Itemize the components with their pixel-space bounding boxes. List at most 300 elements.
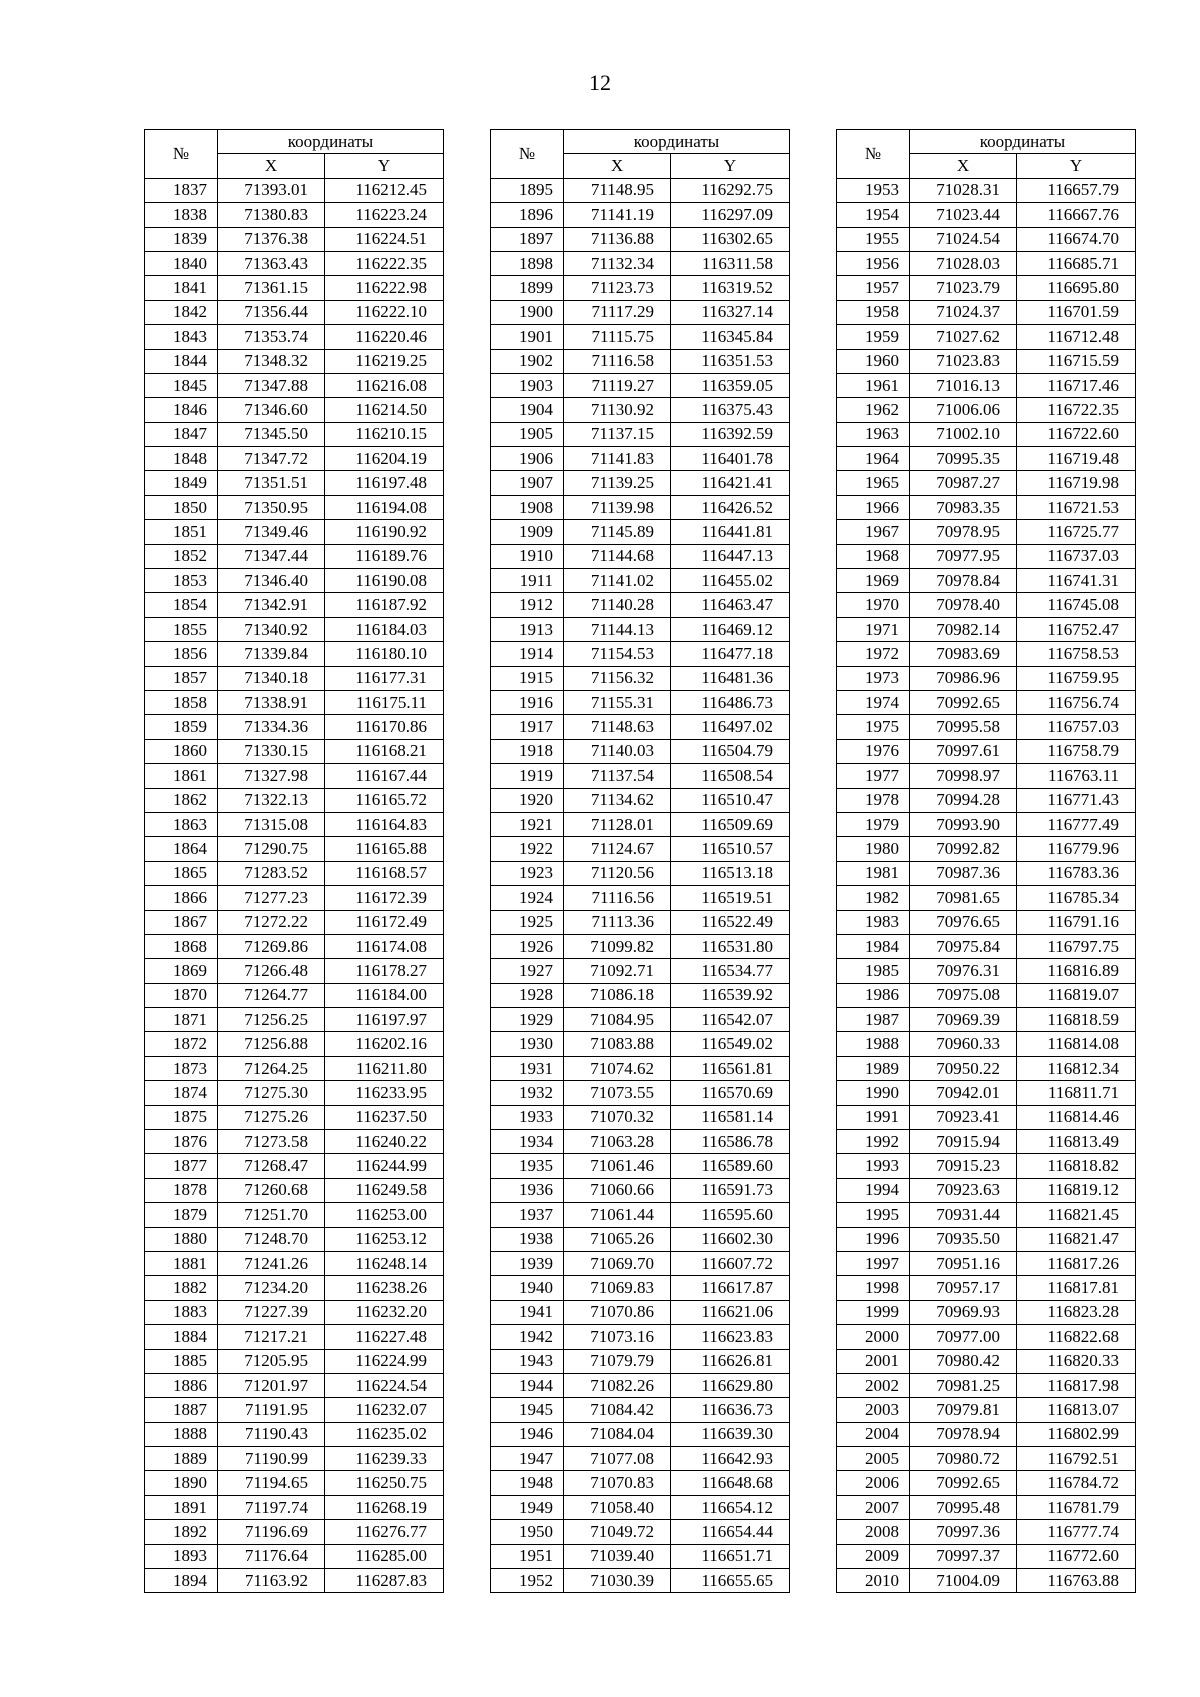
y-coordinate: 116814.46 bbox=[1017, 1105, 1136, 1129]
table-row bbox=[145, 837, 444, 861]
table-row bbox=[491, 1447, 790, 1471]
table-row bbox=[491, 1373, 790, 1397]
table-row bbox=[145, 1276, 444, 1300]
table-row bbox=[837, 569, 1136, 593]
y-coordinate: 116715.59 bbox=[1017, 349, 1136, 373]
x-coordinate: 71132.34 bbox=[564, 251, 671, 275]
table-row bbox=[145, 1130, 444, 1154]
table-row bbox=[491, 276, 790, 300]
point-number: 1917 bbox=[491, 715, 564, 739]
point-number: 1929 bbox=[491, 1008, 564, 1032]
table-row bbox=[145, 1569, 444, 1593]
table-row bbox=[837, 1276, 1136, 1300]
y-coordinate: 116607.72 bbox=[671, 1251, 790, 1275]
y-coordinate: 116486.73 bbox=[671, 690, 790, 714]
point-number: 1993 bbox=[837, 1154, 910, 1178]
y-coordinate: 116777.49 bbox=[1017, 812, 1136, 836]
table-row bbox=[491, 617, 790, 641]
point-number: 1988 bbox=[837, 1032, 910, 1056]
point-number: 1954 bbox=[837, 203, 910, 227]
x-coordinate: 70951.16 bbox=[910, 1251, 1017, 1275]
x-coordinate: 71084.04 bbox=[564, 1422, 671, 1446]
point-number: 1926 bbox=[491, 934, 564, 958]
table-row bbox=[145, 1105, 444, 1129]
point-number: 1844 bbox=[145, 349, 218, 373]
point-number: 1865 bbox=[145, 861, 218, 885]
point-number: 1902 bbox=[491, 349, 564, 373]
point-number: 1961 bbox=[837, 373, 910, 397]
y-coordinate: 116797.75 bbox=[1017, 934, 1136, 958]
point-number: 1889 bbox=[145, 1447, 218, 1471]
x-coordinate: 71130.92 bbox=[564, 398, 671, 422]
point-number: 1866 bbox=[145, 886, 218, 910]
x-coordinate: 70987.36 bbox=[910, 861, 1017, 885]
point-number: 1934 bbox=[491, 1130, 564, 1154]
x-coordinate: 70980.72 bbox=[910, 1447, 1017, 1471]
table-row bbox=[837, 910, 1136, 934]
y-coordinate: 116819.07 bbox=[1017, 983, 1136, 1007]
point-number: 1963 bbox=[837, 422, 910, 446]
point-number: 1910 bbox=[491, 544, 564, 568]
y-coordinate: 116178.27 bbox=[325, 959, 444, 983]
y-coordinate: 116223.24 bbox=[325, 203, 444, 227]
y-coordinate: 116722.35 bbox=[1017, 398, 1136, 422]
y-coordinate: 116211.80 bbox=[325, 1056, 444, 1080]
x-coordinate: 71023.44 bbox=[910, 203, 1017, 227]
y-coordinate: 116235.02 bbox=[325, 1422, 444, 1446]
table-row bbox=[145, 1398, 444, 1422]
table-row bbox=[491, 739, 790, 763]
y-coordinate: 116561.81 bbox=[671, 1056, 790, 1080]
table-row bbox=[837, 1373, 1136, 1397]
table-row bbox=[491, 1349, 790, 1373]
y-coordinate: 116756.74 bbox=[1017, 690, 1136, 714]
point-number: 2004 bbox=[837, 1422, 910, 1446]
point-number: 1884 bbox=[145, 1325, 218, 1349]
point-number: 1965 bbox=[837, 471, 910, 495]
table-row bbox=[491, 1325, 790, 1349]
x-coordinate: 71342.91 bbox=[218, 593, 325, 617]
x-coordinate: 71148.95 bbox=[564, 178, 671, 202]
point-number: 1943 bbox=[491, 1349, 564, 1373]
x-coordinate: 71084.95 bbox=[564, 1008, 671, 1032]
x-coordinate: 70969.39 bbox=[910, 1008, 1017, 1032]
x-coordinate: 70950.22 bbox=[910, 1056, 1017, 1080]
table-row bbox=[837, 715, 1136, 739]
x-coordinate: 71260.68 bbox=[218, 1178, 325, 1202]
y-coordinate: 116791.16 bbox=[1017, 910, 1136, 934]
table-row bbox=[491, 1276, 790, 1300]
x-coordinate: 71140.03 bbox=[564, 739, 671, 763]
point-number: 1914 bbox=[491, 642, 564, 666]
x-coordinate: 70957.17 bbox=[910, 1276, 1017, 1300]
y-coordinate: 116227.48 bbox=[325, 1325, 444, 1349]
point-number: 1852 bbox=[145, 544, 218, 568]
point-number: 1996 bbox=[837, 1227, 910, 1251]
table-row bbox=[145, 1373, 444, 1397]
x-coordinate: 71113.36 bbox=[564, 910, 671, 934]
table-row bbox=[145, 812, 444, 836]
table-row bbox=[491, 1251, 790, 1275]
y-coordinate: 116758.53 bbox=[1017, 642, 1136, 666]
y-coordinate: 116802.99 bbox=[1017, 1422, 1136, 1446]
table-row bbox=[837, 447, 1136, 471]
table-row bbox=[145, 1251, 444, 1275]
y-coordinate: 116617.87 bbox=[671, 1276, 790, 1300]
table-row bbox=[491, 1203, 790, 1227]
point-number: 1879 bbox=[145, 1203, 218, 1227]
point-number: 1972 bbox=[837, 642, 910, 666]
point-number: 2000 bbox=[837, 1325, 910, 1349]
point-number: 2003 bbox=[837, 1398, 910, 1422]
table-row bbox=[837, 422, 1136, 446]
point-number: 1863 bbox=[145, 812, 218, 836]
x-coordinate: 71023.79 bbox=[910, 276, 1017, 300]
y-coordinate: 116784.72 bbox=[1017, 1471, 1136, 1495]
y-coordinate: 116204.19 bbox=[325, 447, 444, 471]
x-coordinate: 70978.84 bbox=[910, 569, 1017, 593]
table-row bbox=[837, 837, 1136, 861]
x-coordinate: 71346.60 bbox=[218, 398, 325, 422]
point-number: 1898 bbox=[491, 251, 564, 275]
y-coordinate: 116190.92 bbox=[325, 520, 444, 544]
x-coordinate: 71116.56 bbox=[564, 886, 671, 910]
x-coordinate: 71016.13 bbox=[910, 373, 1017, 397]
y-coordinate: 116250.75 bbox=[325, 1471, 444, 1495]
table-row bbox=[145, 1081, 444, 1105]
table-row bbox=[145, 203, 444, 227]
x-coordinate: 71073.55 bbox=[564, 1081, 671, 1105]
table-row bbox=[491, 666, 790, 690]
x-coordinate: 70992.65 bbox=[910, 1471, 1017, 1495]
x-coordinate: 71348.32 bbox=[218, 349, 325, 373]
x-coordinate: 71264.25 bbox=[218, 1056, 325, 1080]
table-row bbox=[837, 1056, 1136, 1080]
table-row bbox=[145, 1544, 444, 1568]
point-number: 1900 bbox=[491, 300, 564, 324]
x-coordinate: 71393.01 bbox=[218, 178, 325, 202]
point-number: 1970 bbox=[837, 593, 910, 617]
table-row bbox=[145, 910, 444, 934]
point-number: 1888 bbox=[145, 1422, 218, 1446]
y-coordinate: 116285.00 bbox=[325, 1544, 444, 1568]
table-row bbox=[837, 1203, 1136, 1227]
x-coordinate: 71190.43 bbox=[218, 1422, 325, 1446]
point-number: 1998 bbox=[837, 1276, 910, 1300]
point-number: 1999 bbox=[837, 1300, 910, 1324]
x-coordinate: 71060.66 bbox=[564, 1178, 671, 1202]
x-coordinate: 70942.01 bbox=[910, 1081, 1017, 1105]
y-coordinate: 116219.25 bbox=[325, 349, 444, 373]
table-row bbox=[491, 1495, 790, 1519]
y-coordinate: 116508.54 bbox=[671, 764, 790, 788]
table-row bbox=[837, 812, 1136, 836]
y-coordinate: 116392.59 bbox=[671, 422, 790, 446]
table-row bbox=[491, 788, 790, 812]
x-coordinate: 71197.74 bbox=[218, 1495, 325, 1519]
table-row bbox=[491, 1300, 790, 1324]
point-number: 1847 bbox=[145, 422, 218, 446]
y-coordinate: 116531.80 bbox=[671, 934, 790, 958]
y-coordinate: 116287.83 bbox=[325, 1569, 444, 1593]
x-coordinate: 71163.92 bbox=[218, 1569, 325, 1593]
point-number: 2009 bbox=[837, 1544, 910, 1568]
y-coordinate: 116327.14 bbox=[671, 300, 790, 324]
point-number: 1991 bbox=[837, 1105, 910, 1129]
y-coordinate: 116311.58 bbox=[671, 251, 790, 275]
x-coordinate: 70976.31 bbox=[910, 959, 1017, 983]
y-coordinate: 116268.19 bbox=[325, 1495, 444, 1519]
point-number: 1994 bbox=[837, 1178, 910, 1202]
point-number: 1966 bbox=[837, 495, 910, 519]
y-coordinate: 116319.52 bbox=[671, 276, 790, 300]
y-coordinate: 116817.81 bbox=[1017, 1276, 1136, 1300]
x-coordinate: 71004.09 bbox=[910, 1569, 1017, 1593]
x-coordinate: 70915.94 bbox=[910, 1130, 1017, 1154]
y-coordinate: 116302.65 bbox=[671, 227, 790, 251]
x-coordinate: 71176.64 bbox=[218, 1544, 325, 1568]
y-coordinate: 116725.77 bbox=[1017, 520, 1136, 544]
coordinates-table-3 bbox=[836, 129, 1136, 1593]
x-coordinate: 70978.95 bbox=[910, 520, 1017, 544]
point-number: 1870 bbox=[145, 983, 218, 1007]
y-coordinate: 116239.33 bbox=[325, 1447, 444, 1471]
table-row bbox=[491, 934, 790, 958]
table-row bbox=[837, 1471, 1136, 1495]
x-coordinate: 70980.42 bbox=[910, 1349, 1017, 1373]
point-number: 1878 bbox=[145, 1178, 218, 1202]
x-coordinate: 71256.88 bbox=[218, 1032, 325, 1056]
x-coordinate: 71069.70 bbox=[564, 1251, 671, 1275]
y-coordinate: 116741.31 bbox=[1017, 569, 1136, 593]
y-coordinate: 116249.58 bbox=[325, 1178, 444, 1202]
point-number: 1955 bbox=[837, 227, 910, 251]
table-row bbox=[837, 1520, 1136, 1544]
x-coordinate: 71217.21 bbox=[218, 1325, 325, 1349]
table-row bbox=[145, 690, 444, 714]
y-coordinate: 116636.73 bbox=[671, 1398, 790, 1422]
table-row bbox=[491, 910, 790, 934]
x-coordinate: 71140.28 bbox=[564, 593, 671, 617]
y-coordinate: 116813.07 bbox=[1017, 1398, 1136, 1422]
table-row bbox=[145, 569, 444, 593]
y-coordinate: 116220.46 bbox=[325, 325, 444, 349]
point-number: 1858 bbox=[145, 690, 218, 714]
point-number: 1868 bbox=[145, 934, 218, 958]
y-coordinate: 116194.08 bbox=[325, 495, 444, 519]
table-row bbox=[145, 471, 444, 495]
point-number: 1853 bbox=[145, 569, 218, 593]
x-coordinate: 70979.81 bbox=[910, 1398, 1017, 1422]
table-row bbox=[145, 959, 444, 983]
point-number: 1894 bbox=[145, 1569, 218, 1593]
y-coordinate: 116534.77 bbox=[671, 959, 790, 983]
point-number: 1905 bbox=[491, 422, 564, 446]
table-row bbox=[491, 422, 790, 446]
table-row bbox=[491, 1569, 790, 1593]
y-coordinate: 116237.50 bbox=[325, 1105, 444, 1129]
y-coordinate: 116685.71 bbox=[1017, 251, 1136, 275]
point-number: 1880 bbox=[145, 1227, 218, 1251]
y-coordinate: 116820.33 bbox=[1017, 1349, 1136, 1373]
point-number: 1922 bbox=[491, 837, 564, 861]
table-row bbox=[491, 812, 790, 836]
x-coordinate: 71028.31 bbox=[910, 178, 1017, 202]
point-number: 1967 bbox=[837, 520, 910, 544]
point-number: 1861 bbox=[145, 764, 218, 788]
x-coordinate: 71086.18 bbox=[564, 983, 671, 1007]
x-column-header: X bbox=[218, 154, 325, 178]
table-row bbox=[145, 788, 444, 812]
x-coordinate: 71063.28 bbox=[564, 1130, 671, 1154]
table-row bbox=[145, 739, 444, 763]
point-number: 1882 bbox=[145, 1276, 218, 1300]
x-coordinate: 70997.37 bbox=[910, 1544, 1017, 1568]
y-coordinate: 116811.71 bbox=[1017, 1081, 1136, 1105]
point-number: 1840 bbox=[145, 251, 218, 275]
y-coordinate: 116165.88 bbox=[325, 837, 444, 861]
y-coordinate: 116654.44 bbox=[671, 1520, 790, 1544]
y-coordinate: 116359.05 bbox=[671, 373, 790, 397]
y-coordinate: 116253.00 bbox=[325, 1203, 444, 1227]
point-number: 1899 bbox=[491, 276, 564, 300]
x-coordinate: 70969.93 bbox=[910, 1300, 1017, 1324]
table-row bbox=[837, 886, 1136, 910]
point-number: 1885 bbox=[145, 1349, 218, 1373]
table-header-row bbox=[145, 130, 444, 154]
table-row bbox=[491, 1471, 790, 1495]
y-coordinate: 116463.47 bbox=[671, 593, 790, 617]
point-number: 1920 bbox=[491, 788, 564, 812]
x-coordinate: 71123.73 bbox=[564, 276, 671, 300]
y-coordinate: 116522.49 bbox=[671, 910, 790, 934]
point-number: 1875 bbox=[145, 1105, 218, 1129]
x-coordinate: 71155.31 bbox=[564, 690, 671, 714]
x-coordinate: 71290.75 bbox=[218, 837, 325, 861]
point-number: 1860 bbox=[145, 739, 218, 763]
point-number: 1971 bbox=[837, 617, 910, 641]
table-row bbox=[837, 1227, 1136, 1251]
table-row bbox=[837, 349, 1136, 373]
x-coordinate: 70976.65 bbox=[910, 910, 1017, 934]
table-row bbox=[145, 1227, 444, 1251]
table-row bbox=[145, 544, 444, 568]
table-row bbox=[145, 764, 444, 788]
table-row bbox=[837, 1130, 1136, 1154]
y-coordinate: 116345.84 bbox=[671, 325, 790, 349]
point-number: 1995 bbox=[837, 1203, 910, 1227]
point-number: 1881 bbox=[145, 1251, 218, 1275]
y-coordinate: 116224.51 bbox=[325, 227, 444, 251]
point-number: 1984 bbox=[837, 934, 910, 958]
point-number: 1947 bbox=[491, 1447, 564, 1471]
x-coordinate: 71338.91 bbox=[218, 690, 325, 714]
point-number: 1842 bbox=[145, 300, 218, 324]
x-coordinate: 71361.15 bbox=[218, 276, 325, 300]
point-number: 1968 bbox=[837, 544, 910, 568]
table-row bbox=[491, 959, 790, 983]
y-coordinate: 116822.68 bbox=[1017, 1325, 1136, 1349]
x-coordinate: 71084.42 bbox=[564, 1398, 671, 1422]
y-coordinate: 116238.26 bbox=[325, 1276, 444, 1300]
table-row bbox=[837, 1349, 1136, 1373]
x-coordinate: 71070.83 bbox=[564, 1471, 671, 1495]
table-row bbox=[837, 788, 1136, 812]
point-number: 1904 bbox=[491, 398, 564, 422]
x-coordinate: 71024.54 bbox=[910, 227, 1017, 251]
x-coordinate: 71139.25 bbox=[564, 471, 671, 495]
y-coordinate: 116224.99 bbox=[325, 1349, 444, 1373]
x-coordinate: 71353.74 bbox=[218, 325, 325, 349]
y-coordinate: 116626.81 bbox=[671, 1349, 790, 1373]
table-row bbox=[837, 1447, 1136, 1471]
point-number: 1928 bbox=[491, 983, 564, 1007]
y-coordinate: 116187.92 bbox=[325, 593, 444, 617]
x-coordinate: 70935.50 bbox=[910, 1227, 1017, 1251]
y-coordinate: 116477.18 bbox=[671, 642, 790, 666]
y-coordinate: 116595.60 bbox=[671, 1203, 790, 1227]
x-coordinate: 71139.98 bbox=[564, 495, 671, 519]
y-coordinate: 116701.59 bbox=[1017, 300, 1136, 324]
x-coordinate: 71273.58 bbox=[218, 1130, 325, 1154]
table-row bbox=[145, 715, 444, 739]
x-coordinate: 71073.16 bbox=[564, 1325, 671, 1349]
point-number: 1986 bbox=[837, 983, 910, 1007]
point-number: 2008 bbox=[837, 1520, 910, 1544]
table-row bbox=[491, 837, 790, 861]
table-row bbox=[491, 861, 790, 885]
point-number: 1841 bbox=[145, 276, 218, 300]
table-row bbox=[491, 1227, 790, 1251]
table-row bbox=[145, 642, 444, 666]
table-row bbox=[491, 1130, 790, 1154]
table-row bbox=[837, 861, 1136, 885]
point-number: 1890 bbox=[145, 1471, 218, 1495]
point-number: 1951 bbox=[491, 1544, 564, 1568]
y-coordinate: 116172.39 bbox=[325, 886, 444, 910]
x-coordinate: 71205.95 bbox=[218, 1349, 325, 1373]
y-coordinate: 116651.71 bbox=[671, 1544, 790, 1568]
x-coordinate: 71115.75 bbox=[564, 325, 671, 349]
x-coordinate: 70998.97 bbox=[910, 764, 1017, 788]
x-coordinate: 71134.62 bbox=[564, 788, 671, 812]
y-coordinate: 116248.14 bbox=[325, 1251, 444, 1275]
table-header-row bbox=[491, 130, 790, 154]
table-header-row bbox=[837, 130, 1136, 154]
y-coordinate: 116737.03 bbox=[1017, 544, 1136, 568]
y-coordinate: 116812.34 bbox=[1017, 1056, 1136, 1080]
point-number: 1936 bbox=[491, 1178, 564, 1202]
point-number: 1944 bbox=[491, 1373, 564, 1397]
x-coordinate: 71128.01 bbox=[564, 812, 671, 836]
table-row bbox=[491, 1105, 790, 1129]
y-coordinate: 116481.36 bbox=[671, 666, 790, 690]
point-number: 1942 bbox=[491, 1325, 564, 1349]
x-coordinate: 70977.00 bbox=[910, 1325, 1017, 1349]
y-coordinate: 116504.79 bbox=[671, 739, 790, 763]
x-coordinate: 71272.22 bbox=[218, 910, 325, 934]
point-number: 1930 bbox=[491, 1032, 564, 1056]
y-coordinate: 116823.28 bbox=[1017, 1300, 1136, 1324]
x-coordinate: 71002.10 bbox=[910, 422, 1017, 446]
table-row bbox=[491, 569, 790, 593]
y-coordinate: 116165.72 bbox=[325, 788, 444, 812]
x-coordinate: 70986.96 bbox=[910, 666, 1017, 690]
y-coordinate: 116164.83 bbox=[325, 812, 444, 836]
table-row bbox=[491, 593, 790, 617]
table-row bbox=[491, 203, 790, 227]
point-number: 1940 bbox=[491, 1276, 564, 1300]
